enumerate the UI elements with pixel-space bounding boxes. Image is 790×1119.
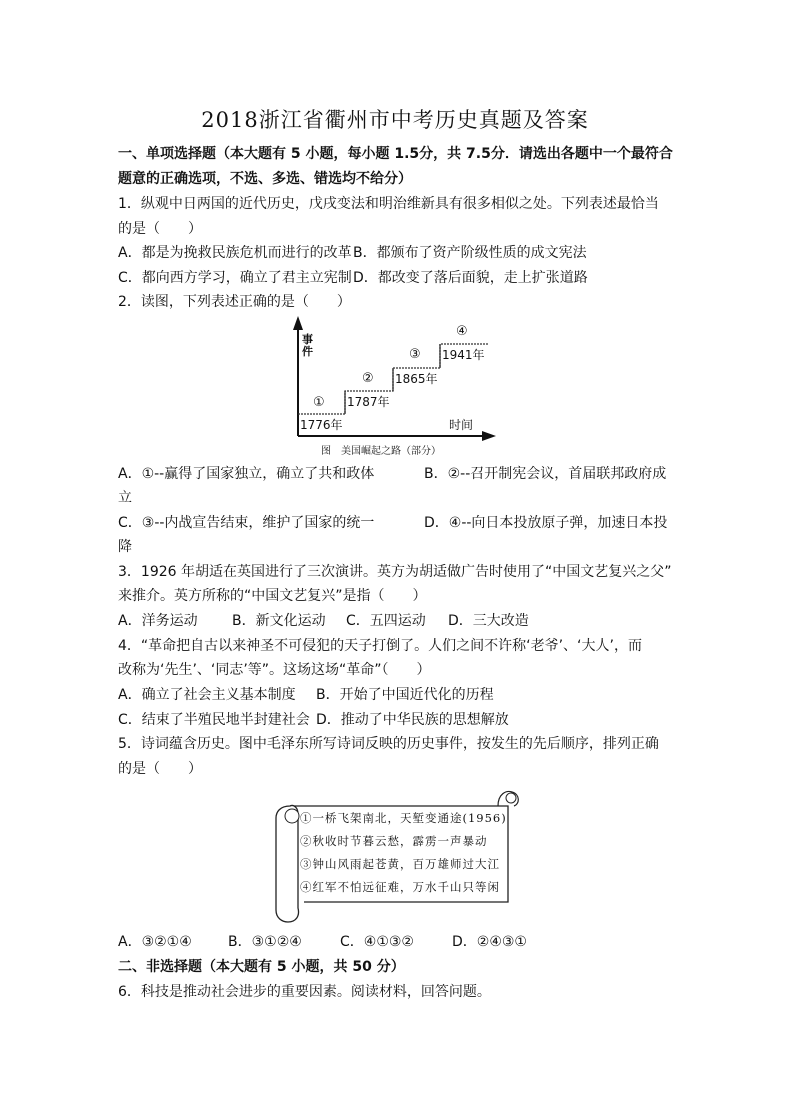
poem-line-2: ②秋收时节暮云愁，霹雳一声暴动 xyxy=(300,834,488,848)
q4-option-a: A．确立了社会主义基本制度 xyxy=(118,687,296,703)
step-year-1: 1776年 xyxy=(300,418,343,432)
poem-line-3: ③钟山风雨起苍黄，百万雄师过大江 xyxy=(300,857,500,871)
q3-stem: 3．1926 年胡适在英国进行了三次演讲。英方为胡适做广告时使用了“中国文艺复兴之父” xyxy=(118,564,672,580)
q2-option-b-cont: 立 xyxy=(118,490,132,506)
scroll-graphic xyxy=(268,784,528,924)
step-marker-2: ② xyxy=(362,371,374,386)
step-marker-3: ③ xyxy=(409,347,421,362)
q3-option-b: B．新文化运动 xyxy=(232,613,326,629)
q3-option-c: C．五四运动 xyxy=(346,613,426,629)
step-year-3: 1865年 xyxy=(395,372,438,386)
poem-scroll-figure xyxy=(268,784,528,924)
q5-option-d: D．②④③① xyxy=(452,934,527,950)
q1-option-b: B．都颁布了资产阶级性质的成文宪法 xyxy=(353,245,587,261)
q6-stem: 6．科技是推动社会进步的重要因素。阅读材料，回答问题。 xyxy=(118,984,491,1000)
step-year-4: 1941年 xyxy=(442,348,485,362)
q2-option-d-cont: 降 xyxy=(118,539,132,555)
q3-stem-cont: 来推介。英方所称的“中国文艺复兴”是指（ ） xyxy=(118,588,427,604)
section2-heading: 二、非选择题（本大题有 5 小题，共 50 分） xyxy=(118,959,405,975)
q1-stem-cont: 的是（ ） xyxy=(118,221,202,237)
page-title: 2018浙江省衢州市中考历史真题及答案 xyxy=(201,108,589,132)
q2-stem: 2．读图，下列表述正确的是（ ） xyxy=(118,294,351,310)
q1-option-c: C．都向西方学习，确立了君主立宪制 xyxy=(118,270,352,286)
q3-option-a: A．洋务运动 xyxy=(118,613,198,629)
q5-option-a: A．③②①④ xyxy=(118,934,192,950)
figure-caption: 图 美国崛起之路（部分） xyxy=(321,446,441,457)
q5-stem: 5．诗词蕴含历史。图中毛泽东所写诗词反映的历史事件，按发生的先后顺序，排列正确 xyxy=(118,736,659,752)
step-marker-4: ④ xyxy=(456,324,468,339)
y-axis-label: 事件 xyxy=(302,333,313,358)
q4-option-c: C．结束了半殖民地半封建社会 xyxy=(118,712,310,728)
poem-line-1: ①一桥飞架南北，天堑变通途(1956) xyxy=(300,811,507,825)
section1-heading-cont: 题意的正确选项，不选、多选、错选均不给分） xyxy=(118,171,412,187)
q4-stem-cont: 改称为‘先生’、‘同志’等”。这场这场“革命”（ ） xyxy=(118,662,431,678)
step-marker-1: ① xyxy=(313,395,325,410)
q5-option-b: B．③①②④ xyxy=(228,934,302,950)
q4-stem: 4．“革命把自古以来神圣不可侵犯的天子打倒了。人们之间不许称‘老爷’、‘大人’，而 xyxy=(118,638,642,654)
q3-option-d: D．三大改造 xyxy=(448,613,529,629)
x-axis-label: 时间 xyxy=(449,418,474,432)
section1-heading: 一、单项选择题（本大题有 5 小题，每小题 1.5分，共 7.5分．请选出各题中一个最符合 xyxy=(118,146,673,162)
q5-option-c: C．④①③② xyxy=(340,934,414,950)
q1-stem: 1．纵观中日两国的近代历史，戊戌变法和明治维新具有很多相似之处。下列表述最恰当 xyxy=(118,196,659,212)
step-year-2: 1787年 xyxy=(347,395,390,409)
us-rise-figure xyxy=(283,312,498,457)
poem-line-4: ④红军不怕远征难，万水千山只等闲 xyxy=(300,880,500,894)
q1-option-d: D．都改变了落后面貌，走上扩张道路 xyxy=(353,270,588,286)
q2-option-b: B．②--召开制宪会议，首届联邦政府成 xyxy=(424,466,667,482)
q5-stem-cont: 的是（ ） xyxy=(118,761,202,777)
q1-option-a: A．都是为挽救民族危机而进行的改革 xyxy=(118,245,352,261)
q4-option-b: B．开始了中国近代化的历程 xyxy=(316,687,494,703)
q2-option-a: A．①--赢得了国家独立，确立了共和政体 xyxy=(118,466,375,482)
q2-option-c: C．③--内战宣告结束，维护了国家的统一 xyxy=(118,515,375,531)
q4-option-d: D．推动了中华民族的思想解放 xyxy=(316,712,509,728)
q2-option-d: D．④--向日本投放原子弹，加速日本投 xyxy=(424,515,668,531)
